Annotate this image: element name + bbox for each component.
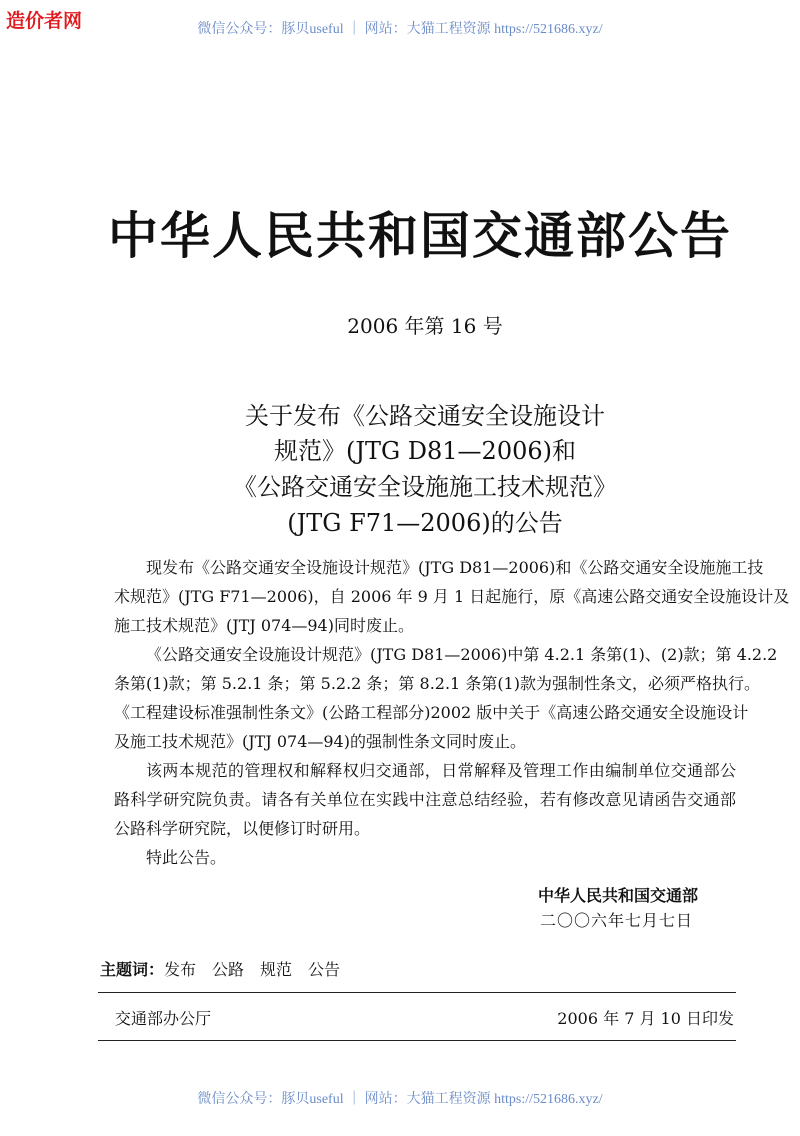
signature-org: 中华人民共和国交通部 [538,886,699,905]
issue-date: 2006 年 7 月 10 日印发 [557,1009,734,1028]
body-line: 特此公告。 [146,848,227,867]
document-number: 2006 年第 16 号 [347,314,503,338]
body-line: 施工技术规范》(JTJ 074—94)同时废止。 [114,616,414,635]
site-logo: 造价者网 [6,10,83,32]
body-line: 术规范》(JTG F71—2006)，自 2006 年 9 月 1 日起施行，原《高速公路交通安全设施设计及 [114,587,790,606]
signature-date: 二〇〇六年七月七日 [540,911,694,930]
keywords-label: 主题词： [100,960,165,979]
issuer: 交通部办公厅 [115,1009,212,1028]
body-line: 《公路交通安全设施设计规范》(JTG D81—2006)中第 4.2.1 条第(1)、(2)款；第 4.2.2 [146,645,778,664]
keywords [100,957,340,980]
body-line: 《工程建设标准强制性条文》(公路工程部分)2002 版中关于《高速公路交通安全设施设计 [114,703,749,722]
body-line: 及施工技术规范》(JTJ 074—94)的强制性条文同时废止。 [114,732,526,751]
page-title: 中华人民共和国交通部公告 [108,206,732,265]
watermark-bottom: 微信公众号：豚贝useful ｜ 网站：大猫工程资源 https://521686.xyz/ [197,1092,603,1107]
body-line: 该两本规范的管理权和解释权归交通部，日常解释及管理工作由编制单位交通部公 [146,761,736,780]
divider [98,1040,736,1041]
divider [98,992,736,993]
subtitle-line: 规范》(JTG D81—2006)和 [273,437,576,465]
subtitle-line: (JTG F71—2006)的公告 [287,509,563,537]
body-line: 公路科学研究院，以便修订时研用。 [114,819,371,838]
body-line: 现发布《公路交通安全设施设计规范》(JTG D81—2006)和《公路交通安全设施施工技 [146,558,764,577]
keywords-value: 发布 公路 规范 公告 [164,960,341,979]
body-line: 路科学研究院负责。请各有关单位在实践中注意总结经验，若有修改意见请函告交通部 [114,790,736,809]
subtitle-line: 关于发布《公路交通安全设施设计 [245,402,605,430]
subtitle-line: 《公路交通安全设施施工技术规范》 [233,473,617,501]
watermark-top: 微信公众号：豚贝useful ｜ 网站：大猫工程资源 https://521686.xyz/ [197,22,603,37]
body-line: 条第(1)款；第 5.2.1 条；第 5.2.2 条；第 8.2.1 条第(1)款为强制性条文，必须严格执行。 [114,674,760,693]
